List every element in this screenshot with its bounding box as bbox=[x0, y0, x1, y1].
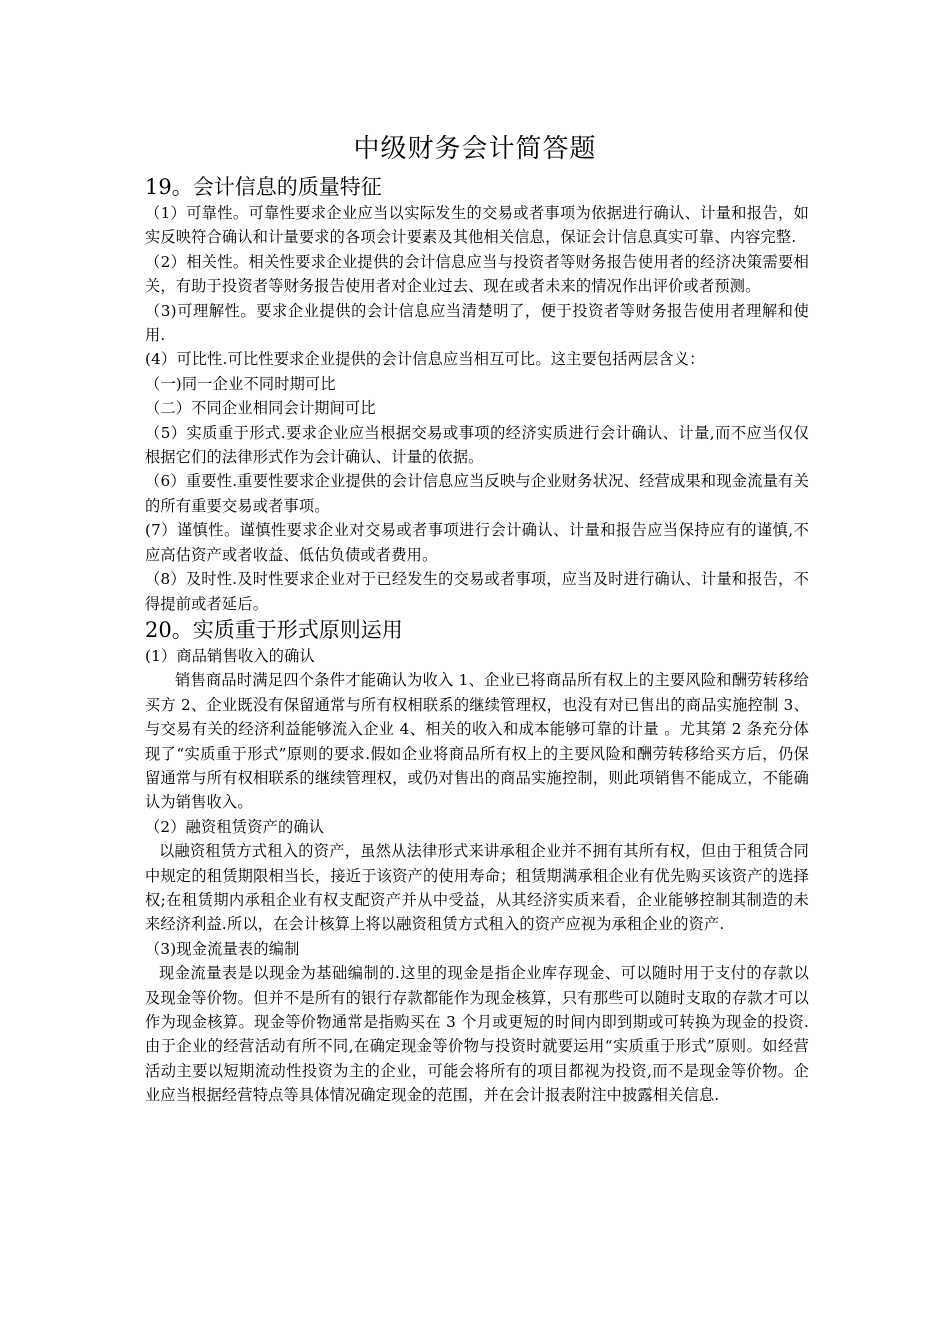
paragraph-understandability: （3)可理解性。要求企业提供的会计信息应当清楚明了，便于投资者等财务报告使用者理解和使用. bbox=[145, 301, 809, 345]
paragraph-relevance: （2）相关性。相关性要求企业提供的会计信息应当与投资者等财务报告使用者的经济决策需要相关，有助于投资者等财务报告使用者对企业过去、现在或者未来的情况作出评价或者预测。 bbox=[145, 252, 809, 296]
paragraph-substance-over-form: （5）实质重于形式.要求企业应当根据交易或事项的经济实质进行会计确认、计量,而不应当仅仅根据它们的法律形式作为会计确认、计量的依据。 bbox=[145, 423, 809, 467]
paragraph-comparability-2: （二）不同企业相同会计期间可比 bbox=[145, 399, 376, 418]
subsection-3-title: （3)现金流量表的编制 bbox=[145, 939, 300, 958]
section-19 bbox=[145, 173, 809, 1108]
paragraph-comparability: (4）可比性.可比性要求企业提供的会计信息应当相互可比。这主要包括两层含义： bbox=[145, 350, 705, 369]
paragraph-comparability-1: （一)同一企业不同时期可比 bbox=[145, 374, 336, 393]
subsection-3-body: 现金流量表是以现金为基础编制的.这里的现金是指企业库存现金、可以随时用于支付的存款以及现金等价物。但并不是所有的银行存款都能作为现金核算，只有那些可以随时支取的存款才可以作为现金核算。现金等价物通常是指购买在 3 个月或更短的时间内即到期或可转换为现金的投资.由于企业的经营活动有所不同,在确定现金等价物与投资时就要运用“实质重于形式”原则。如经营活动主要以短期流动性投资为主的企业，可能会将所有的项目都视为投资,而不是现金等价物。企业应当根据经营特点等具体情况确定现金的范围，并在会计报表附注中披露相关信息. bbox=[145, 964, 809, 1105]
document-title: 中级财务会计简答题 bbox=[353, 134, 597, 164]
paragraph-reliability: （1）可靠性。可靠性要求企业应当以实际发生的交易或者事项为依据进行确认、计量和报告，如实反映符合确认和计量要求的各项会计要素及其他相关信息，保证会计信息真实可靠、内容完整. bbox=[145, 204, 809, 247]
section-19-heading: 19。会计信息的质量特征 bbox=[145, 175, 382, 199]
subsection-2-body: 以融资租赁方式租入的资产，虽然从法律形式来讲承租企业并不拥有其所有权，但由于租赁合同中规定的租赁期限相当长，接近于该资产的使用寿命；租赁期满承租企业有优先购买该资产的选择权;在租赁期内承租企业有权支配资产并从中受益，从其经济实质来看，企业能够控制其制造的未来经济利益.所以，在会计核算上将以融资租赁方式租入的资产应视为承租企业的资产. bbox=[145, 842, 809, 934]
paragraph-prudence: (7）谨慎性。谨慎性要求企业对交易或者事项进行会计确认、计量和报告应当保持应有的谨慎,不应高估资产或者收益、低估负债或者费用。 bbox=[145, 521, 809, 564]
subsection-2-title: （2）融资租赁资产的确认 bbox=[145, 817, 325, 836]
paragraph-timeliness: （8）及时性.及时性要求企业对于已经发生的交易或者事项，应当及时进行确认、计量和报告，不得提前或者延后。 bbox=[145, 570, 809, 613]
paragraph-materiality: （6）重要性.重要性要求企业提供的会计信息应当反映与企业财务状况、经营成果和现金流量有关的所有重要交易或者事项。 bbox=[145, 472, 809, 515]
section-20-heading: 20。实质重于形式原则运用 bbox=[145, 617, 403, 642]
subsection-1-body: 销售商品时满足四个条件才能确认为收入 1、企业已将商品所有权上的主要风险和酬劳转移给买方 2、企业既没有保留通常与所有权相联系的继续管理权，也没有对已售出的商品实施控制 3、与交易有关的经济利益能够流入企业 4、相关的收入和成本能够可靠的计量 。尤其第 2 条充分体现了“实质重于形式”原则的要求.假如企业将商品所有权上的主要风险和酬劳转移给买方后，仍保留通常与所有权相联系的继续管理权，或仍对售出的商品实施控制，则此项销售不能成立，不能确认为销售收入。 bbox=[145, 671, 809, 812]
subsection-1-title: (1）商品销售收入的确认 bbox=[145, 646, 315, 665]
